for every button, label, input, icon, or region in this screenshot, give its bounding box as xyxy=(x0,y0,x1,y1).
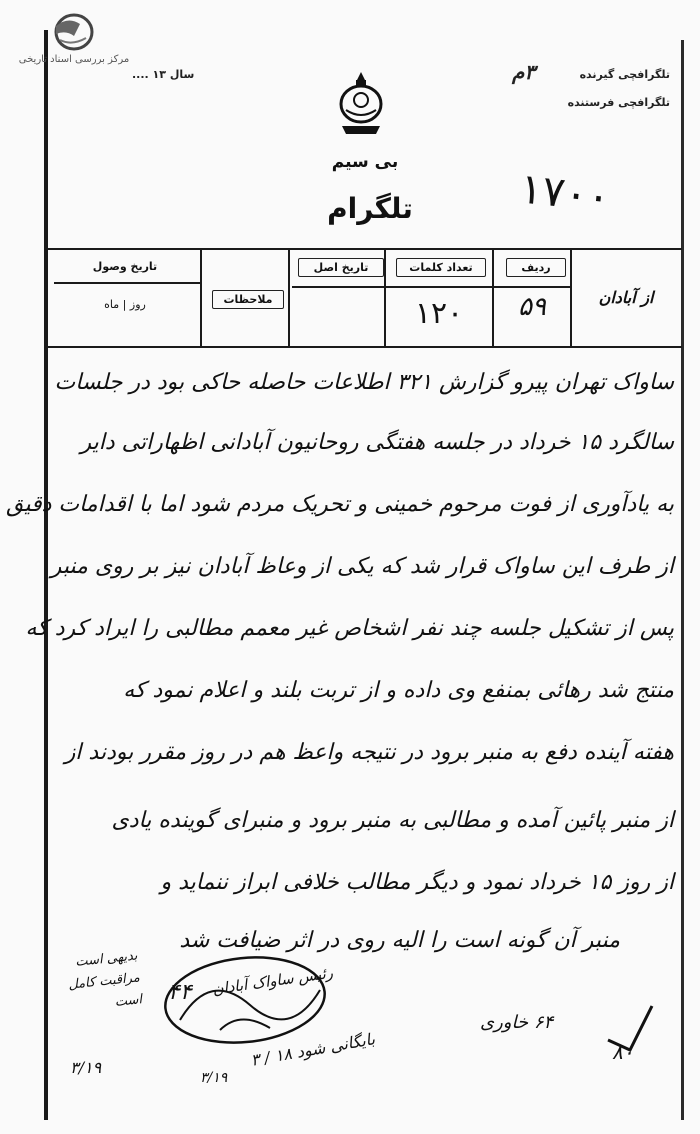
left-margin-date: ۳/۱۹ xyxy=(70,1058,102,1077)
archive-logo-icon xyxy=(46,12,94,54)
receiver-telegraphist-label: تلگرافچی گیرنده xyxy=(579,68,670,81)
column-receipt-date-label: تاریخ وصول xyxy=(92,260,158,273)
column-word-count-label: تعداد کلمات xyxy=(396,258,486,277)
body-line-8: از منبر پائین آمده و مطالبی به منبر برود و منبرای گوینده یادی xyxy=(111,808,674,833)
grid-bottom-line xyxy=(46,346,682,348)
watermark-text: مرکز بررسی اسناد تاریخی xyxy=(18,54,130,65)
lion-and-sun-emblem-icon xyxy=(332,70,390,138)
receipt-date-value: روز | ماه xyxy=(104,298,146,311)
body-line-5: پس از تشکیل جلسه چند نفر اشخاص غیر معمم مطالبی را ایراد کرد که xyxy=(25,616,674,641)
body-line-3: به یادآوری از فوت مرحوم خمینی و تحریک مردم شود اما با اقدامات دقیق xyxy=(6,492,674,517)
body-line-4: از طرف این ساواک قرار شد که یکی از وعاظ آبادان نیز بر روی منبر xyxy=(50,554,674,579)
body-line-6: منتج شد رهائی بمنفع وی داده و از تربت بلند و اعلام نمود که xyxy=(123,678,674,703)
column-row-label: ردیف xyxy=(506,258,566,277)
body-line-7: هفته آینده دفع به منبر برود در نتیجه واعظ هم در روز مقرر بودند از xyxy=(64,740,674,765)
origin-label: از آبادان xyxy=(598,288,654,307)
telegram-title: تلگرام xyxy=(327,192,413,225)
word-count-value: ۱۲۰ xyxy=(414,296,464,331)
right-note: ۶۴ خاوری xyxy=(480,1012,554,1033)
right-edge-rule xyxy=(681,40,684,1120)
body-line-10: منبر آن گونه است را الیه روی در اثر ضیافت شد xyxy=(179,928,620,953)
bottom-note: بایگانی شود ۱۸ / ۳ xyxy=(249,1029,377,1070)
right-mark: ۸۰ xyxy=(612,1040,634,1064)
row-number-value: ۵۹ xyxy=(518,292,546,322)
document-number: ۱۷۰۰ xyxy=(517,163,613,222)
date-year-label: سال ۱۳ .... xyxy=(132,68,195,81)
body-line-1: ساواک تهران پیرو گزارش ۳۲۱ اطلاعات حاصله حاکی بود در جلسات xyxy=(54,370,674,395)
bottom-date: ۳/۱۹ xyxy=(200,1070,228,1086)
wireless-label: بی سیم xyxy=(331,152,399,172)
body-line-9: از روز ۱۵ خرداد نمود و دیگر مطالب خلافی ابراز ننماید و xyxy=(160,870,674,895)
column-remarks-label: ملاحظات xyxy=(212,290,284,309)
left-margin-note: بدیهی است مراقبت کامل است xyxy=(67,948,143,1010)
stamp-text: رئیس ساواک آبادان xyxy=(211,963,335,999)
grid-top-line xyxy=(46,248,682,250)
stamp-number: ۴۴ xyxy=(168,980,192,1005)
check-mark-icon xyxy=(600,1000,660,1060)
sender-telegraphist-label: تلگرافچی فرستنده xyxy=(567,96,670,109)
column-original-date-label: تاریخ اصل xyxy=(298,258,384,277)
receiver-telegraphist-value: ۳م xyxy=(512,60,536,84)
body-line-2: سالگرد ۱۵ خرداد در جلسه هفتگی روحانیون آبادانی اظهاراتی دایر xyxy=(80,430,674,455)
